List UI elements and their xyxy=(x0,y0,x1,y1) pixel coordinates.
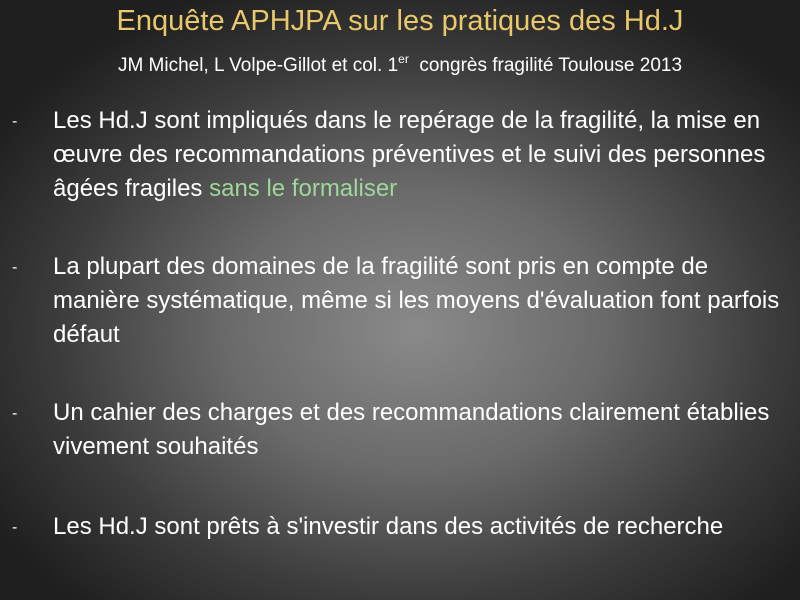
bullet-text: Les Hd.J sont prêts à s'investir dans des activités de recherche xyxy=(53,513,724,540)
bullet-highlight: sans le formaliser xyxy=(209,175,398,202)
bullet-dash: - xyxy=(12,519,18,536)
bullet-text xyxy=(53,104,788,206)
bullet-text: La plupart des domaines de la fragilité sont pris en compte de manière systématique, même si les moyens d'évaluation font parfois défaut xyxy=(53,253,780,348)
subtitle-event: congrès fragilité Toulouse 2013 xyxy=(408,55,683,76)
bullet-dash: - xyxy=(12,259,18,276)
bullet-dash: - xyxy=(12,405,18,422)
bullet-text-main: Les Hd.J sont impliqués dans le repérage de la fragilité, la mise en œuvre des recommandations préventives et le suivi des personnes âgées fragiles xyxy=(53,107,766,202)
bullet-text: Un cahier des charges et des recommandations clairement établies vivement souhaités xyxy=(53,399,770,460)
subtitle-authors: JM Michel, L Volpe-Gillot et col. 1 xyxy=(117,55,399,76)
slide-title: Enquête APHJPA sur les pratiques des Hd.J xyxy=(116,5,684,37)
subtitle-superscript: er xyxy=(398,52,409,66)
bullet-dash: - xyxy=(12,113,18,130)
